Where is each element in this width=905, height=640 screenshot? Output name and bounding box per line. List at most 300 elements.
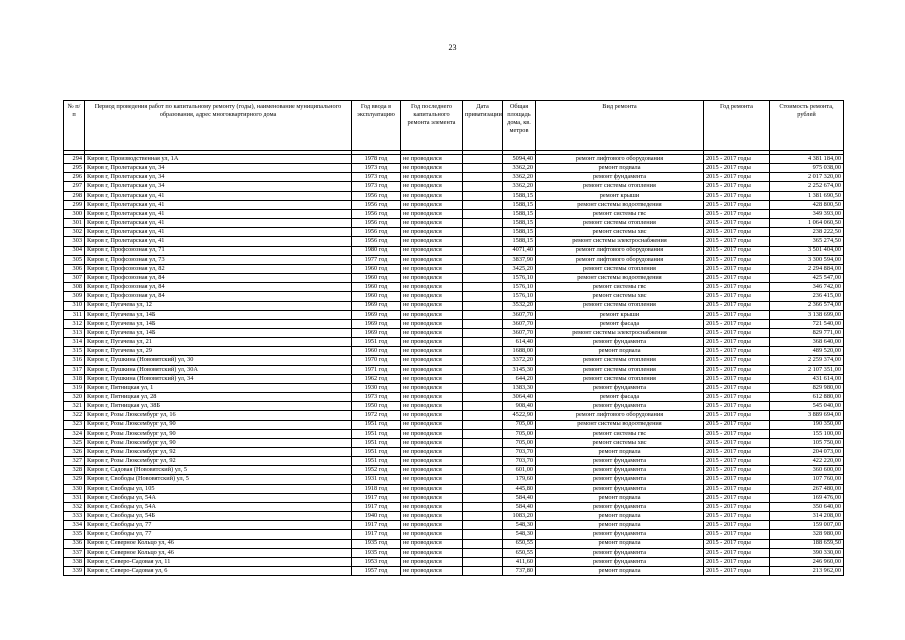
row-privatization-date [463,374,503,383]
row-number: 312 [64,319,85,328]
table-row [64,219,844,228]
row-address: Киров г, Розы Люксембург ул, 16 [85,411,352,420]
row-repair-period: 2015 - 2017 годы [704,237,770,246]
row-repair-period: 2015 - 2017 годы [704,383,770,392]
row-repair-type: ремонт системы отопления [536,219,704,228]
row-privatization-date [463,338,503,347]
row-privatization-date [463,209,503,218]
row-privatization-date [463,173,503,182]
row-repair-period: 2015 - 2017 годы [704,448,770,457]
row-cost: 105 750,00 [770,438,844,447]
row-number: 337 [64,548,85,557]
row-number: 318 [64,374,85,383]
row-cost: 2 294 884,00 [770,264,844,273]
row-commission-year: 1960 год [352,283,401,292]
row-area: 1576,10 [503,274,536,283]
table-row [64,539,844,548]
table-row [64,466,844,475]
row-commission-year: 1970 год [352,356,401,365]
row-cost: 829 771,00 [770,328,844,337]
row-number: 336 [64,539,85,548]
row-privatization-date [463,539,503,548]
row-last-repair: не проводился [401,548,463,557]
row-number: 326 [64,448,85,457]
row-address: Киров г, Северное Кольцо ул, 46 [85,539,352,548]
row-number: 307 [64,274,85,283]
row-repair-type: ремонт подвала [536,448,704,457]
row-last-repair: не проводился [401,539,463,548]
row-area: 650,55 [503,548,536,557]
row-commission-year: 1930 год [352,383,401,392]
row-privatization-date [463,548,503,557]
row-repair-type: ремонт системы гвс [536,283,704,292]
row-last-repair: не проводился [401,347,463,356]
table-row [64,356,844,365]
row-repair-type: ремонт системы отопления [536,356,704,365]
row-privatization-date [463,521,503,530]
row-repair-period: 2015 - 2017 годы [704,164,770,173]
row-last-repair: не проводился [401,246,463,255]
row-last-repair: не проводился [401,283,463,292]
row-cost: 489 520,00 [770,347,844,356]
row-commission-year: 1953 год [352,557,401,566]
row-commission-year: 1980 год [352,246,401,255]
row-cost: 2 259 374,00 [770,356,844,365]
row-repair-type: ремонт подвала [536,347,704,356]
row-area: 4071,40 [503,246,536,255]
row-privatization-date [463,466,503,475]
row-area: 3607,70 [503,319,536,328]
row-cost: 238 222,50 [770,228,844,237]
row-number: 315 [64,347,85,356]
row-repair-period: 2015 - 2017 годы [704,493,770,502]
table-row [64,292,844,301]
row-last-repair: не проводился [401,374,463,383]
row-last-repair: не проводился [401,301,463,310]
row-repair-period: 2015 - 2017 годы [704,283,770,292]
row-last-repair: не проводился [401,219,463,228]
row-address: Киров г, Производственная ул, 1А [85,155,352,164]
table-row [64,365,844,374]
row-area: 1588,15 [503,219,536,228]
row-repair-period: 2015 - 2017 годы [704,429,770,438]
row-address: Киров г, Свободы ул, 54А [85,502,352,511]
row-repair-period: 2015 - 2017 годы [704,502,770,511]
row-address: Киров г, Пугачева ул, 29 [85,347,352,356]
row-address: Киров г, Розы Люксембург ул, 90 [85,420,352,429]
row-repair-period: 2015 - 2017 годы [704,209,770,218]
table-row [64,200,844,209]
row-privatization-date [463,530,503,539]
row-last-repair: не проводился [401,310,463,319]
row-last-repair: не проводился [401,155,463,164]
row-privatization-date [463,502,503,511]
row-number: 311 [64,310,85,319]
row-area: 3064,40 [503,393,536,402]
table-row [64,521,844,530]
row-repair-period: 2015 - 2017 годы [704,246,770,255]
table-row [64,383,844,392]
row-repair-type: ремонт подвала [536,512,704,521]
row-address: Киров г, Розы Люксембург ул, 90 [85,429,352,438]
row-area: 179,60 [503,475,536,484]
row-number: 298 [64,191,85,200]
row-commission-year: 1917 год [352,530,401,539]
row-area: 584,40 [503,502,536,511]
table-row [64,155,844,164]
row-repair-type: ремонт лифтового оборудования [536,255,704,264]
table-row [64,347,844,356]
table-row [64,374,844,383]
row-commission-year: 1951 год [352,338,401,347]
table-row [64,328,844,337]
row-area: 614,40 [503,338,536,347]
row-privatization-date [463,347,503,356]
row-number: 297 [64,182,85,191]
row-address: Киров г, Свободы ул, 54А [85,493,352,502]
table-row [64,429,844,438]
row-repair-period: 2015 - 2017 годы [704,228,770,237]
row-repair-type: ремонт системы отопления [536,264,704,273]
table-row [64,512,844,521]
row-privatization-date [463,438,503,447]
row-address: Киров г, Пролетарская ул, 41 [85,228,352,237]
row-repair-type: ремонт подвала [536,567,704,576]
row-number: 313 [64,328,85,337]
row-area: 1588,15 [503,191,536,200]
row-repair-period: 2015 - 2017 годы [704,219,770,228]
row-cost: 314 208,00 [770,512,844,521]
row-cost: 159 007,00 [770,521,844,530]
row-last-repair: не проводился [401,328,463,337]
row-address: Киров г, Садовая (Нововятский) ул, 5 [85,466,352,475]
row-cost: 346 742,00 [770,283,844,292]
row-privatization-date [463,310,503,319]
row-privatization-date [463,383,503,392]
row-cost: 360 600,00 [770,466,844,475]
row-address: Киров г, Пугачева ул, 14Б [85,310,352,319]
row-repair-period: 2015 - 2017 годы [704,393,770,402]
row-address: Киров г, Пролетарская ул, 34 [85,182,352,191]
row-privatization-date [463,164,503,173]
row-address: Киров г, Пушкина (Нововятский) ул, 30 [85,356,352,365]
row-commission-year: 1935 год [352,539,401,548]
row-commission-year: 1951 год [352,438,401,447]
row-repair-type: ремонт системы отопления [536,182,704,191]
row-cost: 3 300 594,00 [770,255,844,264]
row-cost: 422 220,00 [770,457,844,466]
row-repair-type: ремонт подвала [536,164,704,173]
row-privatization-date [463,457,503,466]
row-area: 3362,20 [503,164,536,173]
row-repair-period: 2015 - 2017 годы [704,411,770,420]
row-repair-type: ремонт системы отопления [536,365,704,374]
row-privatization-date [463,402,503,411]
table-row [64,557,844,566]
row-area: 1576,10 [503,283,536,292]
row-address: Киров г, Профсоюзная ул, 84 [85,274,352,283]
row-cost: 2 366 574,00 [770,301,844,310]
row-address: Киров г, Свободы ул, 105 [85,484,352,493]
row-cost: 2 252 674,00 [770,182,844,191]
row-last-repair: не проводился [401,356,463,365]
row-area: 1588,15 [503,200,536,209]
row-privatization-date [463,182,503,191]
row-repair-type: ремонт системы хвс [536,292,704,301]
row-last-repair: не проводился [401,557,463,566]
row-privatization-date [463,567,503,576]
row-last-repair: не проводился [401,264,463,273]
row-number: 339 [64,567,85,576]
row-cost: 107 760,00 [770,475,844,484]
row-cost: 188 659,50 [770,539,844,548]
row-number: 331 [64,493,85,502]
row-privatization-date [463,411,503,420]
row-cost: 3 889 694,00 [770,411,844,420]
row-privatization-date [463,512,503,521]
row-cost: 267 480,00 [770,484,844,493]
row-number: 314 [64,338,85,347]
row-area: 908,40 [503,402,536,411]
row-last-repair: не проводился [401,567,463,576]
row-cost: 829 980,00 [770,383,844,392]
row-area: 1383,30 [503,383,536,392]
table-row [64,475,844,484]
row-cost: 3 138 699,00 [770,310,844,319]
row-last-repair: не проводился [401,191,463,200]
row-commission-year: 1960 год [352,347,401,356]
row-area: 3837,90 [503,255,536,264]
row-last-repair: не проводился [401,429,463,438]
row-privatization-date [463,301,503,310]
row-number: 324 [64,429,85,438]
row-area: 1576,10 [503,292,536,301]
row-address: Киров г, Северное Кольцо ул, 46 [85,548,352,557]
row-address: Киров г, Пролетарская ул, 34 [85,173,352,182]
row-privatization-date [463,283,503,292]
row-repair-period: 2015 - 2017 годы [704,557,770,566]
row-area: 548,30 [503,521,536,530]
row-address: Киров г, Свободы ул, 77 [85,521,352,530]
row-commission-year: 1960 год [352,264,401,273]
row-number: 328 [64,466,85,475]
row-commission-year: 1973 год [352,182,401,191]
row-number: 299 [64,200,85,209]
row-privatization-date [463,448,503,457]
row-repair-type: ремонт системы гвс [536,429,704,438]
row-address: Киров г, Профсоюзная ул, 84 [85,283,352,292]
row-area: 705,00 [503,420,536,429]
row-number: 310 [64,301,85,310]
row-cost: 612 880,00 [770,393,844,402]
row-commission-year: 1969 год [352,301,401,310]
row-area: 705,00 [503,429,536,438]
row-commission-year: 1969 год [352,319,401,328]
row-repair-type: ремонт фасада [536,393,704,402]
row-last-repair: не проводился [401,274,463,283]
row-last-repair: не проводился [401,209,463,218]
row-area: 3607,70 [503,310,536,319]
row-repair-type: ремонт фундамента [536,383,704,392]
row-last-repair: не проводился [401,438,463,447]
row-repair-period: 2015 - 2017 годы [704,438,770,447]
header-number: № п/п [64,101,85,151]
row-cost: 3 501 404,00 [770,246,844,255]
row-repair-period: 2015 - 2017 годы [704,484,770,493]
row-address: Киров г, Профсоюзная ул, 82 [85,264,352,273]
row-repair-type: ремонт системы водоотведения [536,274,704,283]
row-number: 304 [64,246,85,255]
row-repair-period: 2015 - 2017 годы [704,310,770,319]
row-repair-period: 2015 - 2017 годы [704,319,770,328]
row-repair-type: ремонт фундамента [536,502,704,511]
row-commission-year: 1969 год [352,328,401,337]
row-number: 322 [64,411,85,420]
row-address: Киров г, Пугачева ул, 12 [85,301,352,310]
table-row [64,338,844,347]
row-cost: 213 962,00 [770,567,844,576]
header-address: Период проведения работ по капитальному ремонту (годы), наименование муниципального образования, адрес многоквартирного дома [85,101,352,151]
row-number: 333 [64,512,85,521]
table-row [64,191,844,200]
row-repair-period: 2015 - 2017 годы [704,512,770,521]
row-commission-year: 1931 год [352,475,401,484]
row-cost: 4 381 184,00 [770,155,844,164]
row-number: 321 [64,402,85,411]
row-commission-year: 1960 год [352,292,401,301]
row-privatization-date [463,246,503,255]
row-cost: 1 064 060,50 [770,219,844,228]
row-last-repair: не проводился [401,512,463,521]
row-area: 1588,15 [503,228,536,237]
row-area: 3425,20 [503,264,536,273]
row-privatization-date [463,191,503,200]
row-area: 3532,20 [503,301,536,310]
row-last-repair: не проводился [401,502,463,511]
row-privatization-date [463,228,503,237]
row-repair-period: 2015 - 2017 годы [704,567,770,576]
header-commission-year: Год ввода в эксплуатацию [352,101,401,151]
row-repair-period: 2015 - 2017 годы [704,182,770,191]
capital-repair-table [63,100,844,576]
row-address: Киров г, Свободы ул, 54Б [85,512,352,521]
row-privatization-date [463,319,503,328]
row-cost: 328 980,00 [770,530,844,539]
row-commission-year: 1917 год [352,493,401,502]
row-repair-period: 2015 - 2017 годы [704,200,770,209]
row-area: 601,00 [503,466,536,475]
row-privatization-date [463,475,503,484]
row-repair-period: 2015 - 2017 годы [704,475,770,484]
row-last-repair: не проводился [401,182,463,191]
row-area: 3145,30 [503,365,536,374]
row-area: 644,20 [503,374,536,383]
table-row [64,502,844,511]
row-commission-year: 1917 год [352,521,401,530]
row-area: 1688,00 [503,347,536,356]
row-commission-year: 1957 год [352,567,401,576]
page-number: 23 [448,43,457,52]
row-commission-year: 1978 год [352,155,401,164]
row-area: 411,60 [503,557,536,566]
row-last-repair: не проводился [401,484,463,493]
row-repair-period: 2015 - 2017 годы [704,338,770,347]
row-repair-type: ремонт фундамента [536,475,704,484]
row-cost: 169 476,00 [770,493,844,502]
row-area: 1083,20 [503,512,536,521]
row-number: 308 [64,283,85,292]
row-area: 3362,20 [503,173,536,182]
row-last-repair: не проводился [401,200,463,209]
row-address: Киров г, Пролетарская ул, 41 [85,191,352,200]
row-repair-type: ремонт подвала [536,539,704,548]
table-row [64,173,844,182]
row-address: Киров г, Свободы ул, 77 [85,530,352,539]
row-last-repair: не проводился [401,457,463,466]
row-repair-period: 2015 - 2017 годы [704,274,770,283]
row-repair-type: ремонт фундамента [536,484,704,493]
row-address: Киров г, Пушкина (Нововятский) ул, 30А [85,365,352,374]
row-area: 1588,15 [503,209,536,218]
row-area: 4522,90 [503,411,536,420]
row-address: Киров г, Пятницкая ул, 1 [85,383,352,392]
row-cost: 975 038,00 [770,164,844,173]
row-privatization-date [463,557,503,566]
row-number: 316 [64,356,85,365]
row-privatization-date [463,200,503,209]
table-row [64,567,844,576]
row-commission-year: 1951 год [352,429,401,438]
table-header-row [64,101,844,151]
table-row [64,228,844,237]
row-number: 329 [64,475,85,484]
row-address: Киров г, Розы Люксембург ул, 92 [85,457,352,466]
table-row [64,448,844,457]
row-number: 332 [64,502,85,511]
row-cost: 350 640,00 [770,502,844,511]
row-commission-year: 1917 год [352,502,401,511]
row-address: Киров г, Пушкина (Нововятский) ул, 34 [85,374,352,383]
row-number: 296 [64,173,85,182]
table-row [64,301,844,310]
row-repair-type: ремонт системы электроснабжения [536,328,704,337]
row-repair-period: 2015 - 2017 годы [704,530,770,539]
row-repair-period: 2015 - 2017 годы [704,264,770,273]
header-cost: Стоимость ремонта, рублей [770,101,844,151]
row-area: 650,55 [503,539,536,548]
header-privatization-date: Дата приватизации [463,101,503,151]
row-cost: 365 274,50 [770,237,844,246]
table-row [64,209,844,218]
table-row [64,182,844,191]
row-privatization-date [463,292,503,301]
row-commission-year: 1956 год [352,209,401,218]
row-number: 302 [64,228,85,237]
row-repair-type: ремонт фасада [536,319,704,328]
row-repair-period: 2015 - 2017 годы [704,356,770,365]
row-repair-period: 2015 - 2017 годы [704,365,770,374]
row-number: 317 [64,365,85,374]
row-privatization-date [463,155,503,164]
row-cost: 190 350,00 [770,420,844,429]
row-repair-period: 2015 - 2017 годы [704,328,770,337]
row-repair-period: 2015 - 2017 годы [704,548,770,557]
row-privatization-date [463,356,503,365]
row-last-repair: не проводился [401,475,463,484]
row-commission-year: 1962 год [352,374,401,383]
table-row [64,438,844,447]
row-repair-period: 2015 - 2017 годы [704,402,770,411]
